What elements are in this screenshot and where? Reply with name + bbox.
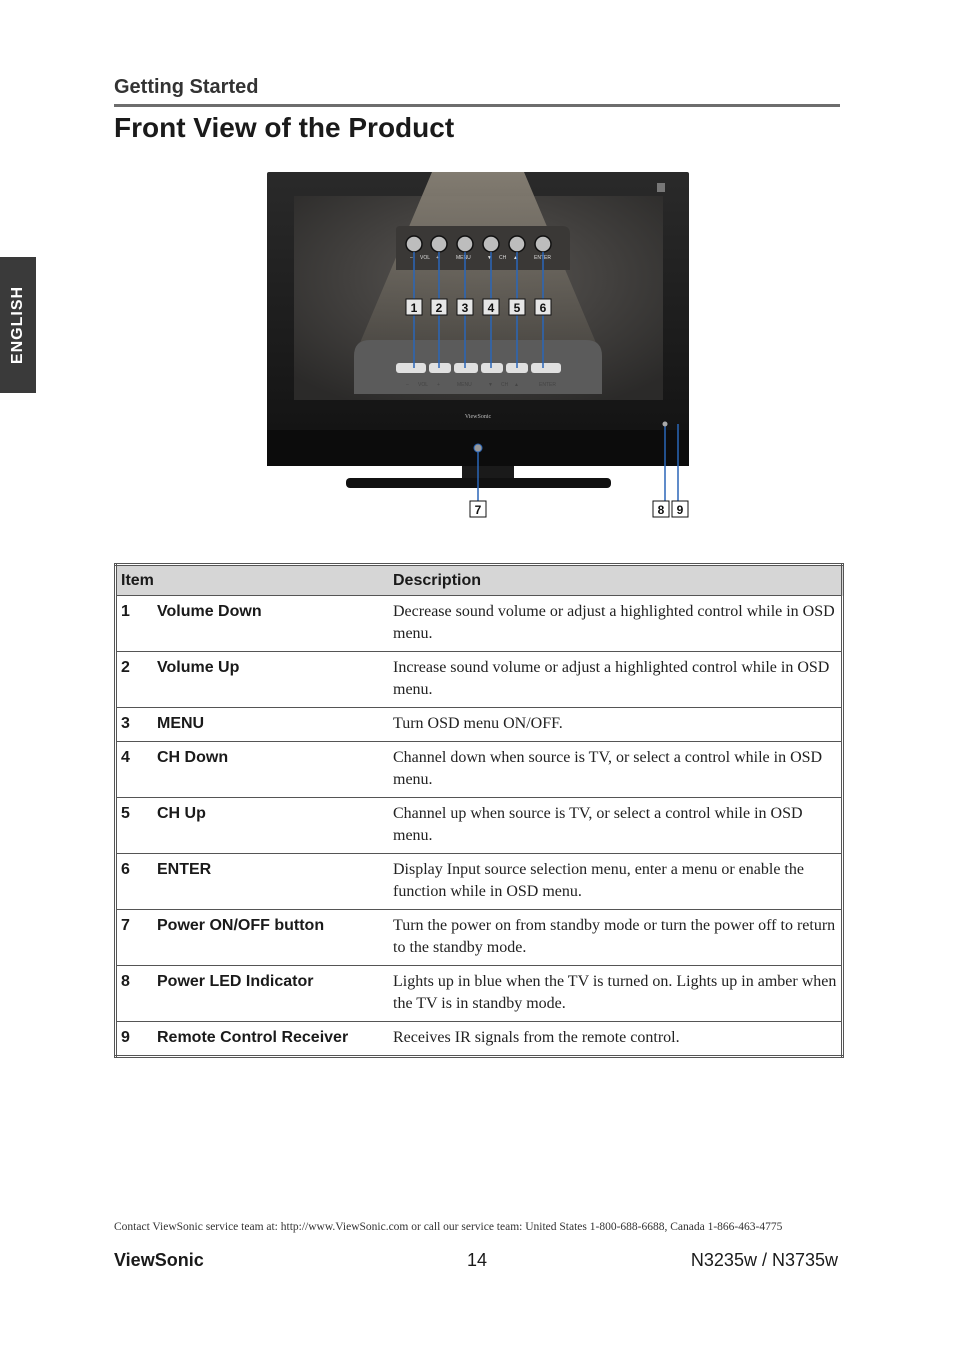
item-description: Channel down when source is TV, or select a control while in OSD menu. xyxy=(389,742,843,798)
tv-neck xyxy=(462,466,514,478)
table-header-row xyxy=(116,565,843,596)
callout-label-5: 5 xyxy=(513,301,521,315)
rect-button-3 xyxy=(454,363,478,373)
caption-menu-top: MENU xyxy=(456,255,471,261)
product-front-view-figure xyxy=(266,170,696,522)
caption-minus-top: – xyxy=(410,255,413,261)
caption-minus-bottom: – xyxy=(406,382,409,388)
page-title: Front View of the Product xyxy=(114,112,455,143)
item-number: 5 xyxy=(116,798,154,854)
item-description: Channel up when source is TV, or select a control while in OSD menu. xyxy=(389,798,843,854)
item-name: Volume Up xyxy=(153,652,389,708)
caption-vol-top: VOL xyxy=(420,255,431,261)
language-tab-label: ENGLISH xyxy=(9,285,26,365)
caption-ch-bottom: CH xyxy=(501,382,509,388)
table-header-description: Description xyxy=(389,565,843,596)
footer-model: N3235w / N3735w xyxy=(690,1250,838,1270)
callout-label-7: 7 xyxy=(474,503,482,517)
table-row xyxy=(116,854,843,910)
caption-down-bottom: ▼ xyxy=(488,382,493,388)
item-name: CH Up xyxy=(153,798,389,854)
item-description: Turn OSD menu ON/OFF. xyxy=(389,708,843,742)
item-number: 3 xyxy=(116,708,154,742)
power-led-dot xyxy=(663,422,668,427)
callout-label-6: 6 xyxy=(539,301,547,315)
callout-label-8: 8 xyxy=(657,503,665,517)
round-button-3 xyxy=(457,236,473,252)
table-row xyxy=(116,652,843,708)
round-button-2 xyxy=(431,236,447,252)
tv-brand-mark: ViewSonic xyxy=(464,414,492,420)
item-number: 2 xyxy=(116,652,154,708)
table-row xyxy=(116,742,843,798)
caption-vol-bottom: VOL xyxy=(418,382,429,388)
round-button-6 xyxy=(535,236,551,252)
rect-button-2 xyxy=(429,363,451,373)
caption-up-bottom: ▲ xyxy=(514,382,519,388)
item-description: Receives IR signals from the remote control. xyxy=(389,1022,843,1057)
tv-illustration xyxy=(266,170,696,522)
callout-label-2: 2 xyxy=(435,301,443,315)
table-row xyxy=(116,708,843,742)
caption-down-top: ▼ xyxy=(487,255,492,261)
item-description: Decrease sound volume or adjust a highlighted control while in OSD menu. xyxy=(389,596,843,652)
corner-mark xyxy=(657,183,665,192)
item-number: 1 xyxy=(116,596,154,652)
caption-plus-bottom: + xyxy=(437,382,440,388)
item-name: ENTER xyxy=(153,854,389,910)
item-name: Remote Control Receiver xyxy=(153,1022,389,1057)
item-description: Increase sound volume or adjust a highlighted control while in OSD menu. xyxy=(389,652,843,708)
item-description: Lights up in blue when the TV is turned on. Lights up in amber when the TV is in standby mode. xyxy=(389,966,843,1022)
round-button-5 xyxy=(509,236,525,252)
item-name: Power ON/OFF button xyxy=(153,910,389,966)
callout-boxes-bottom xyxy=(470,501,688,517)
caption-ch-top: CH xyxy=(499,255,507,261)
caption-plus-top: + xyxy=(436,255,439,261)
table-row xyxy=(116,966,843,1022)
round-button-4 xyxy=(483,236,499,252)
table-row xyxy=(116,798,843,854)
callout-label-4: 4 xyxy=(487,301,495,315)
rect-button-4 xyxy=(481,363,503,373)
language-tab xyxy=(0,257,36,393)
item-name: Power LED Indicator xyxy=(153,966,389,1022)
item-number: 4 xyxy=(116,742,154,798)
header-rule xyxy=(114,104,840,107)
callout-label-1: 1 xyxy=(410,301,418,315)
rect-button-6 xyxy=(531,363,561,373)
item-number: 7 xyxy=(116,910,154,966)
item-number: 9 xyxy=(116,1022,154,1057)
caption-enter-bottom: ENTER xyxy=(539,382,556,388)
item-number: 8 xyxy=(116,966,154,1022)
caption-up-top: ▲ xyxy=(513,255,518,261)
contact-line: Contact ViewSonic service team at: http://www.ViewSonic.com or call our service team: United States 1-800-688-6688, Canada 1-866-463-4775 xyxy=(114,1221,783,1233)
item-name: Volume Down xyxy=(153,596,389,652)
footer-brand: ViewSonic xyxy=(114,1250,204,1270)
callout-label-3: 3 xyxy=(461,301,469,315)
table-row xyxy=(116,910,843,966)
table-row xyxy=(116,1022,843,1057)
table-row xyxy=(116,596,843,652)
section-label: Getting Started xyxy=(114,76,259,98)
caption-enter-top: ENTER xyxy=(534,255,551,261)
table-header-item: Item xyxy=(116,565,390,596)
item-name: CH Down xyxy=(153,742,389,798)
power-button-dot xyxy=(474,444,482,452)
item-description: Display Input source selection menu, enter a menu or enable the function while in OSD menu. xyxy=(389,854,843,910)
item-description: Turn the power on from standby mode or turn the power off to return to the standby mode. xyxy=(389,910,843,966)
page-number: 14 xyxy=(467,1250,488,1270)
callout-label-9: 9 xyxy=(676,503,684,517)
item-number: 6 xyxy=(116,854,154,910)
caption-menu-bottom: MENU xyxy=(457,382,472,388)
item-name: MENU xyxy=(153,708,389,742)
rect-button-1 xyxy=(396,363,426,373)
round-button-1 xyxy=(406,236,422,252)
item-description-table xyxy=(114,563,844,1058)
